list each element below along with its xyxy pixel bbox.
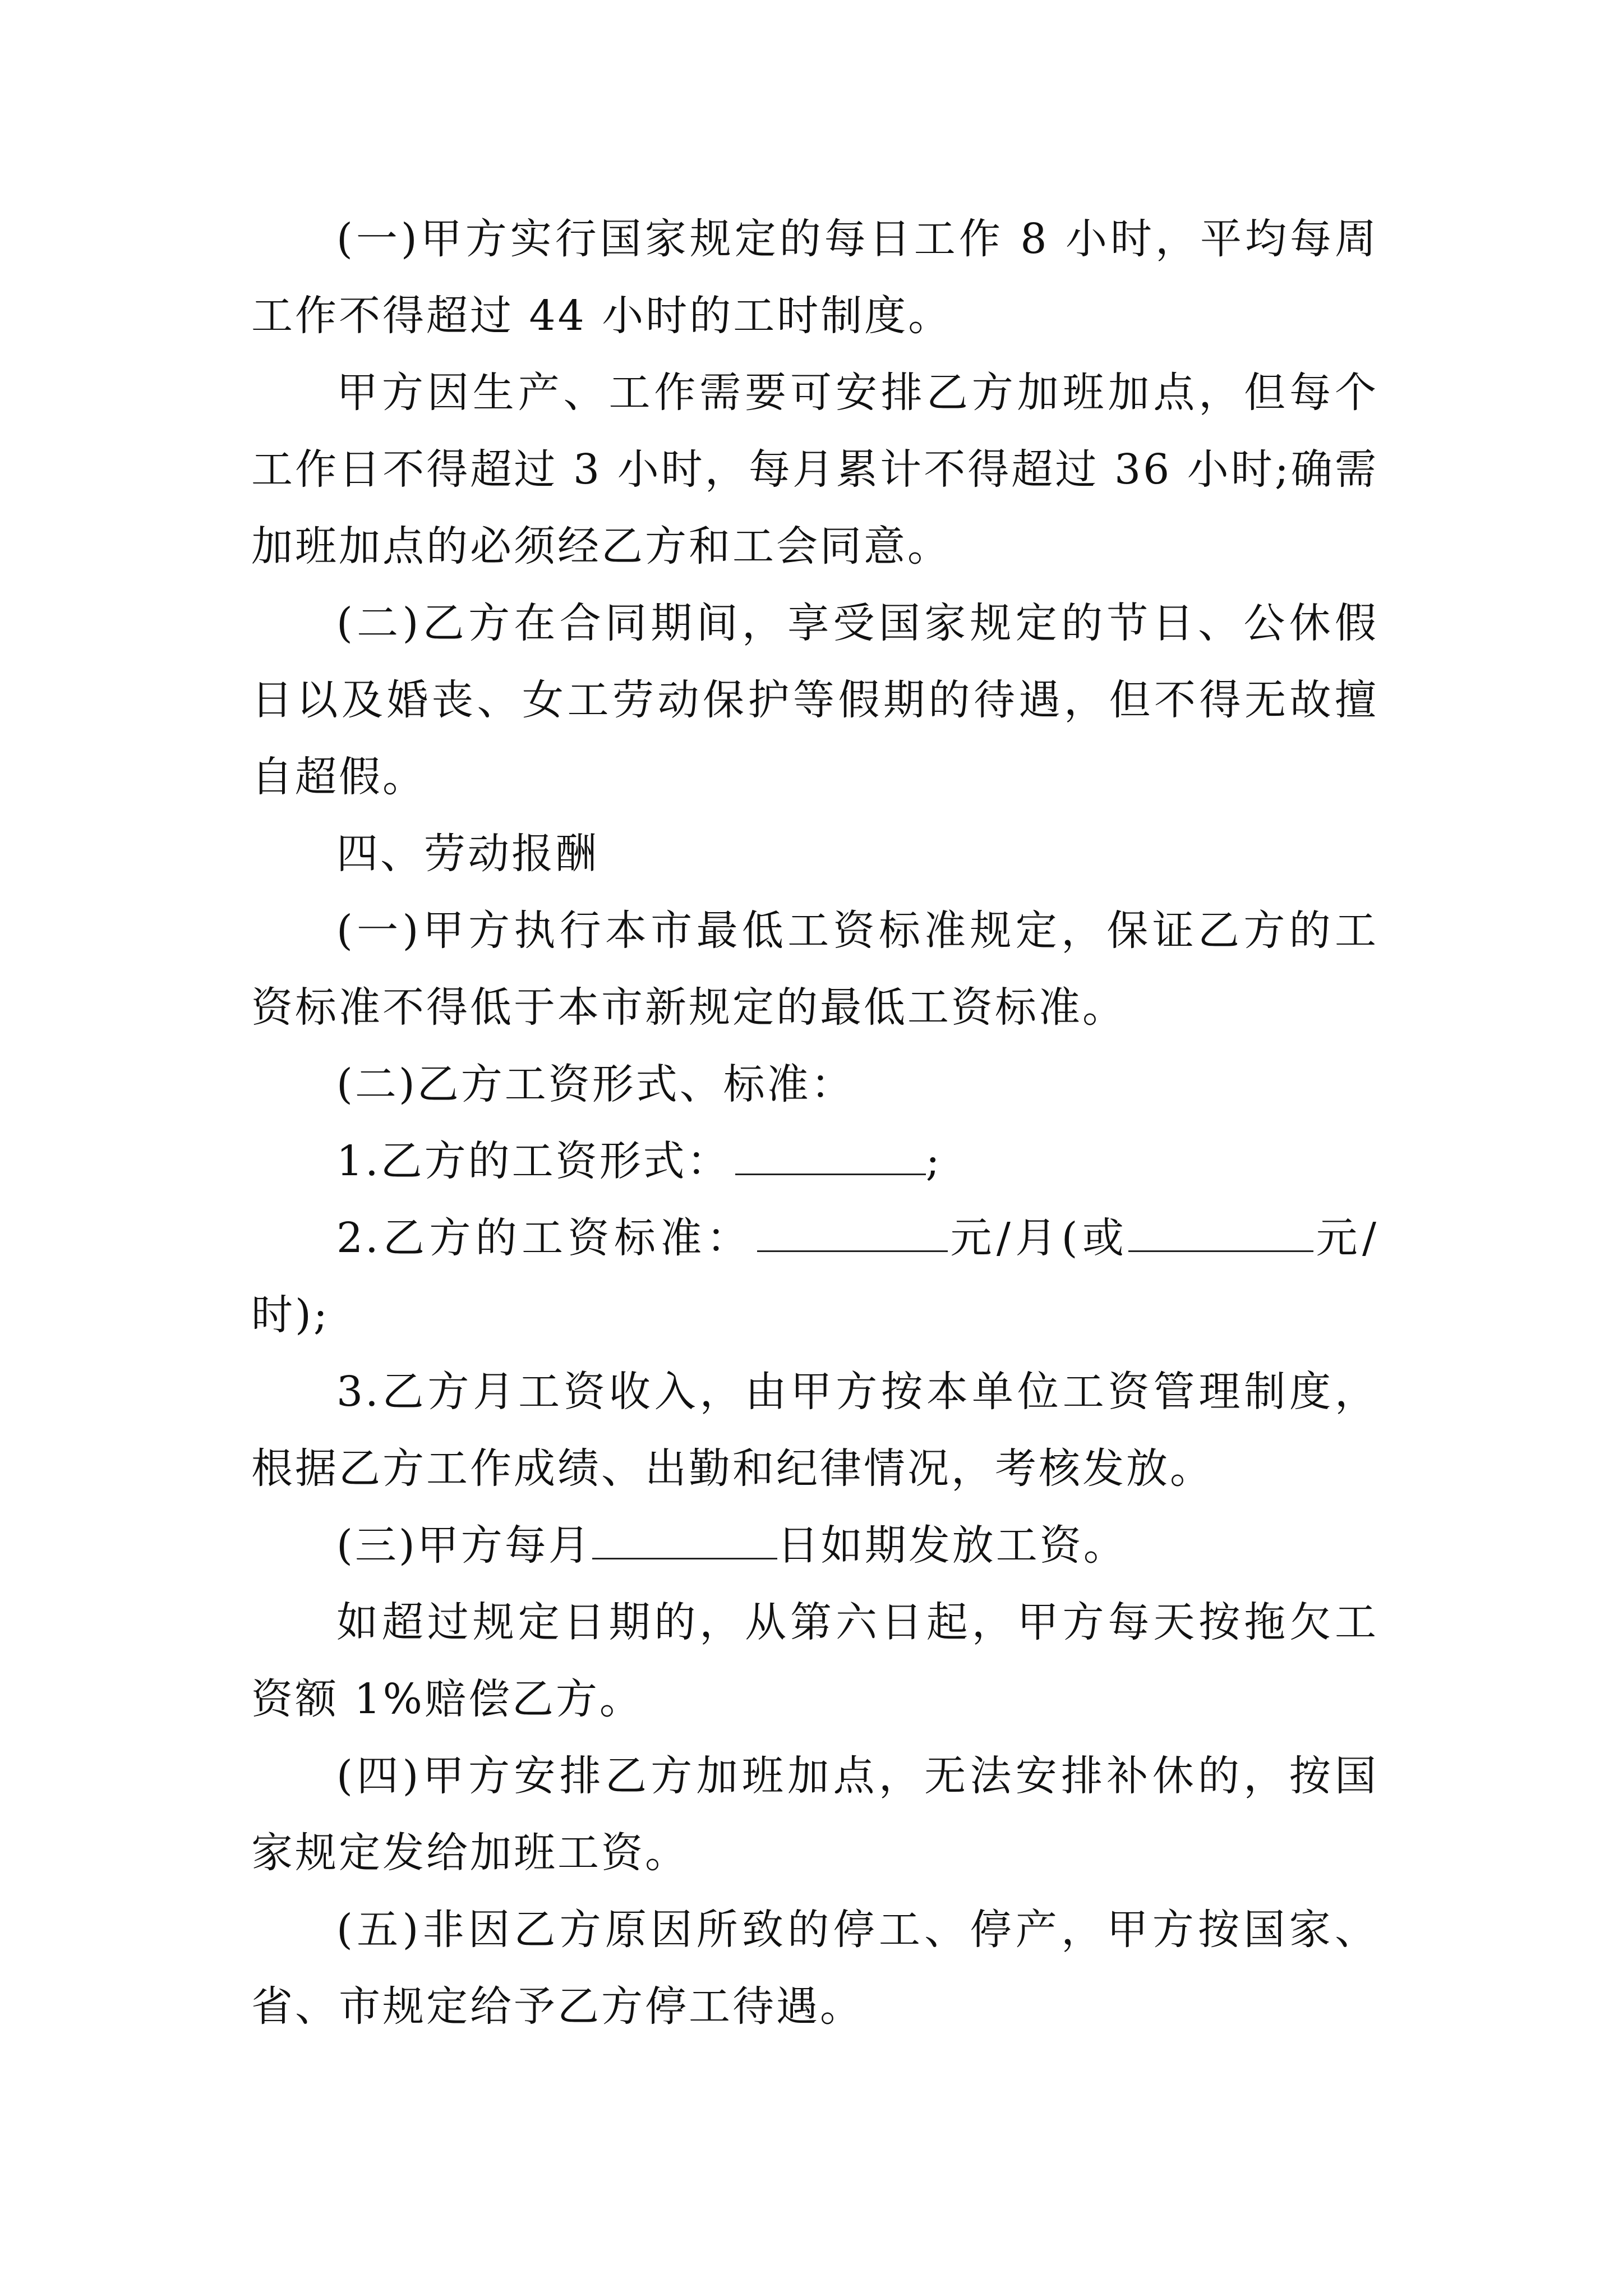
wage-standard-suffix: 元/时); xyxy=(251,1214,1378,1339)
pay-day-blank[interactable] xyxy=(592,1523,777,1559)
clause-minimum-wage: (一)甲方执行本市最低工资标准规定，保证乙方的工资标准不得低于本市新规定的最低工资标准。 xyxy=(251,907,1378,1032)
clause-wage-form xyxy=(251,1123,1378,1200)
wage-form-blank[interactable] xyxy=(735,1139,926,1175)
clause-work-stoppage: (五)非因乙方原因所致的停工、停产，甲方按国家、省、市规定给予乙方停工待遇。 xyxy=(251,1906,1378,2031)
pay-day-suffix: 日如期发放工资。 xyxy=(777,1521,1127,1570)
clause-late-payment: 如超过规定日期的，从第六日起，甲方每天按拖欠工资额 1%赔偿乙方。 xyxy=(251,1598,1378,1723)
clause-monthly-income: 3.乙方月工资收入，由甲方按本单位工资管理制度，根据乙方工作成绩、出勤和纪律情况，考核发放。 xyxy=(251,1368,1378,1493)
clause-overtime-limit: 甲方因生产、工作需要可安排乙方加班加点，但每个工作日不得超过 3 小时，每月累计不得超过 36 小时;确需加班加点的必须经乙方和工会同意。 xyxy=(251,369,1378,570)
document-body xyxy=(251,201,1378,2045)
wage-form-label: 1.乙方的工资形式： xyxy=(336,1137,731,1185)
wage-hourly-blank[interactable] xyxy=(1128,1216,1313,1252)
pay-day-label: (三)甲方每月 xyxy=(336,1521,592,1570)
clause-pay-day xyxy=(251,1507,1378,1584)
clause-working-hours: (一)甲方实行国家规定的每日工作 8 小时，平均每周工作不得超过 44 小时的工时制度。 xyxy=(251,215,1378,340)
wage-form-suffix: ; xyxy=(925,1137,942,1185)
wage-standard-label: 2.乙方的工资标准： xyxy=(336,1214,753,1262)
wage-monthly-blank[interactable] xyxy=(757,1216,948,1252)
clause-overtime-pay: (四)甲方安排乙方加班加点，无法安排补休的，按国家规定发给加班工资。 xyxy=(251,1752,1378,1877)
section-heading-remuneration: 四、劳动报酬 xyxy=(336,830,599,878)
clause-wage-standard xyxy=(251,1200,1378,1354)
clause-wage-form-heading: (二)乙方工资形式、标准： xyxy=(336,1060,855,1108)
wage-standard-middle: 元/月(或 xyxy=(948,1214,1129,1262)
clause-holidays: (二)乙方在合同期间，享受国家规定的节日、公休假日以及婚丧、女工劳动保护等假期的待遇，但不得无故擅自超假。 xyxy=(251,599,1378,801)
